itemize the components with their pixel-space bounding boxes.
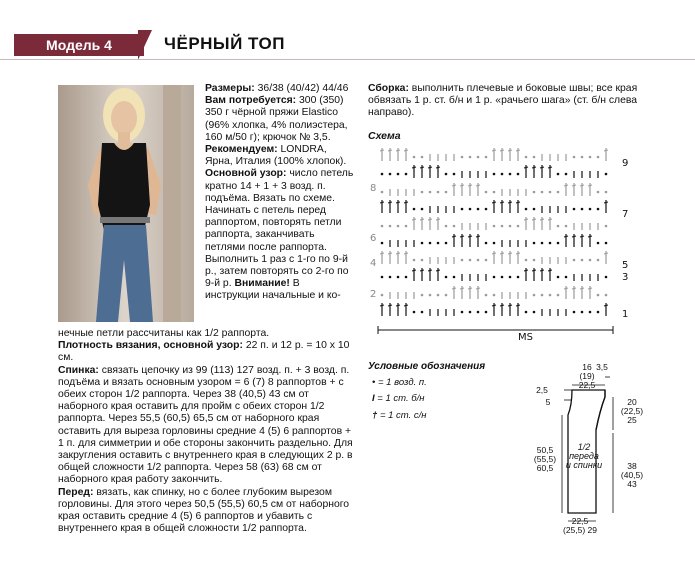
chart-chain: [413, 311, 416, 314]
chart-chain: [421, 259, 424, 262]
chart-chain: [501, 225, 504, 228]
schema-label: Схема: [368, 130, 401, 142]
row-label-9: 9: [622, 158, 629, 169]
header-divider: [0, 59, 695, 60]
main-pattern-value: число петель кратно 14 + 1 + 3 возд. п. подъёма. Вязать по схеме. Начинать с петель перед раппортом, повторять петли раппорта, заканчивать петлями после раппорта. Выполнить 1 раз с 1-го по 9-й р., затем повторять со 2-го по 9-й р.: [205, 168, 354, 290]
assembly-text-block: [368, 83, 678, 120]
chart-chain: [533, 191, 536, 194]
legend-title: Условные обозначения: [368, 361, 486, 372]
chart-chain: [405, 225, 408, 228]
chart-chain: [469, 156, 472, 159]
chart-chain: [549, 191, 552, 194]
chart-chain: [597, 208, 600, 211]
density-value: 22 п. и 12 р. = 10 х 10 см.: [58, 340, 350, 364]
chart-chain: [469, 208, 472, 211]
chart-chain: [533, 259, 536, 262]
chart-chain: [453, 225, 456, 228]
legend-item-sc: I = 1 ст. б/н: [372, 393, 425, 404]
chart-chain: [381, 242, 384, 245]
chart-chain: [405, 173, 408, 176]
chart-chain: [597, 191, 600, 194]
schematic-center-label: 1/2 переда и спинки: [565, 442, 603, 470]
chart-chain: [533, 311, 536, 314]
chart-chain: [445, 276, 448, 279]
chart-chain: [413, 259, 416, 262]
chart-chain: [445, 173, 448, 176]
model-label: Модель 4: [46, 37, 112, 53]
chart-chain: [445, 225, 448, 228]
chart-chain: [509, 276, 512, 279]
row-label-2: 2: [370, 289, 377, 300]
chart-chain: [549, 242, 552, 245]
chart-chain: [477, 208, 480, 211]
chart-chain: [421, 242, 424, 245]
main-pattern-label: Основной узор:: [205, 168, 287, 180]
chart-chain: [597, 156, 600, 159]
chart-chain: [413, 156, 416, 159]
instructions-text-block: [58, 328, 358, 535]
chart-chain: [517, 173, 520, 176]
chart-chain: [533, 294, 536, 297]
chart-chain: [381, 276, 384, 279]
chart-chain: [469, 311, 472, 314]
front-label: Перед:: [58, 486, 94, 498]
chart-chain: [381, 225, 384, 228]
ms-label: MS: [518, 332, 533, 343]
chart-chain: [557, 225, 560, 228]
chart-chain: [493, 242, 496, 245]
chart-chain: [429, 191, 432, 194]
sizes-value: 36/38 (40/42) 44/46: [254, 83, 349, 94]
chart-chain: [461, 208, 464, 211]
chart-chain: [509, 173, 512, 176]
chart-chain: [565, 173, 568, 176]
dim-side: 38 (40,5) 43: [620, 461, 644, 489]
row-label-8: 8: [370, 183, 377, 194]
chart-chain: [557, 294, 560, 297]
chart-chain: [477, 156, 480, 159]
dim-neck-drop: 2,5: [536, 385, 548, 395]
chart-chain: [525, 208, 528, 211]
chart-chain: [381, 173, 384, 176]
chart-chain: [389, 276, 392, 279]
chart-chain: [421, 208, 424, 211]
attention-label: Внимание!: [231, 278, 290, 290]
chart-chain: [557, 191, 560, 194]
chart-chain: [573, 208, 576, 211]
chart-chain: [597, 311, 600, 314]
chart-chain: [429, 294, 432, 297]
row-label-1: 1: [622, 309, 629, 320]
chart-chain: [437, 191, 440, 194]
chart-chain: [549, 294, 552, 297]
assembly-value: выполнить плечевые и боковые швы; все края обвязать 1 р. ст. б/н и 1 р. «рачьего шага» (ст. б/н слева направо).: [368, 83, 638, 119]
chart-chain: [557, 242, 560, 245]
garment-schematic: [530, 355, 690, 535]
row-label-3: 3: [622, 272, 629, 283]
chart-chain: [389, 173, 392, 176]
chart-chain: [477, 259, 480, 262]
chart-chain: [533, 242, 536, 245]
row-label-5: 5: [622, 260, 629, 271]
chart-chain: [421, 294, 424, 297]
chart-chain: [581, 156, 584, 159]
chart-chain: [445, 191, 448, 194]
chart-chain: [509, 225, 512, 228]
chart-chain: [445, 242, 448, 245]
chart-chain: [541, 294, 544, 297]
chart-symbols: [380, 148, 608, 316]
instructions-continuation: нечные петли рассчитаны как 1/2 раппорта.: [58, 328, 270, 339]
chart-chain: [573, 311, 576, 314]
dim-neck-drop2: 5: [545, 397, 551, 407]
chart-chain: [565, 276, 568, 279]
materials-value: 300 (350) 350 г чёрной пряжи Elastico (96% хлопка, 4% полиэстера, 160 м/50 г); крючок № 3,5.: [205, 95, 348, 143]
chart-chain: [397, 173, 400, 176]
attention-value: В инструкции начальные и ко-: [205, 278, 341, 302]
chart-chain: [381, 191, 384, 194]
sizes-label: Размеры:: [205, 83, 255, 94]
chart-chain: [493, 225, 496, 228]
chart-chain: [413, 208, 416, 211]
chart-chain: [445, 294, 448, 297]
chart-chain: [389, 225, 392, 228]
chart-chain: [573, 259, 576, 262]
chart-chain: [469, 259, 472, 262]
crochet-chart: [368, 144, 648, 344]
chart-chain: [421, 311, 424, 314]
chart-chain: [485, 259, 488, 262]
chart-chain: [493, 191, 496, 194]
row-label-4: 4: [370, 258, 377, 269]
chart-chain: [589, 311, 592, 314]
chart-chain: [405, 276, 408, 279]
chart-chain: [605, 173, 608, 176]
chart-chain: [485, 242, 488, 245]
chart-chain: [565, 225, 568, 228]
chart-chain: [437, 294, 440, 297]
chart-chain: [437, 242, 440, 245]
chart-chain: [485, 311, 488, 314]
chart-chain: [581, 208, 584, 211]
chart-chain: [597, 294, 600, 297]
front-value: вязать, как спинку, но с более глубоким вырезом горловины. Для этого через 50,5 (55,5) 60,5 см от наборного края оставить средние 4 (5) 6 раппортов и убавить с внутреннего края в общей сложности 1/2 раппорта.: [58, 486, 350, 535]
chart-chain: [517, 225, 520, 228]
chart-chain: [485, 156, 488, 159]
chart-chain: [453, 276, 456, 279]
chart-chain: [493, 294, 496, 297]
back-value: связать цепочку из 99 (113) 127 возд. п. + 3 возд. п. подъёма и вязать основным узором = 6 (7) 8 раппортов + с обеих сторон 1/2 раппорта. Через 38 (40,5) 43 см от наборного края оставить для пройм с обеих сторон 1/2 раппорта. Через 55,5 (60,5) 65,5 см от наборного края оставить для выреза горловины средние 4 (5) 6 раппортов + 1 п. для симметрии и обе стороны закончить раздельно. Для закругления оставить с внутреннего края в следующих 2 р. в общей сложности 1/2 раппорта. Через 58 (63) 68 см от наборного края работу закончить.: [58, 364, 353, 486]
chart-chain: [485, 294, 488, 297]
chart-chain: [573, 156, 576, 159]
row-label-7: 7: [622, 209, 629, 220]
chart-chain: [485, 208, 488, 211]
chart-chain: [605, 191, 608, 194]
chart-chain: [429, 242, 432, 245]
chart-chain: [589, 208, 592, 211]
chart-chain: [397, 276, 400, 279]
chart-chain: [421, 191, 424, 194]
chart-chain: [485, 191, 488, 194]
chart-chain: [421, 156, 424, 159]
chart-chain: [525, 156, 528, 159]
legend-item-chain: • = 1 возд. п.: [372, 377, 427, 388]
chart-chain: [461, 259, 464, 262]
row-label-6: 6: [370, 233, 377, 244]
dim-armhole: 20 (22,5) 25: [620, 397, 644, 425]
recommend-label: Рекомендуем:: [205, 144, 278, 156]
chart-chain: [589, 259, 592, 262]
chart-chain: [397, 225, 400, 228]
chart-chain: [461, 311, 464, 314]
back-label: Спинка:: [58, 364, 99, 376]
legend-item-dc: † = 1 ст. с/н: [372, 410, 427, 421]
chart-chain: [517, 276, 520, 279]
chart-chain: [533, 208, 536, 211]
dim-top-width: 16 (19) 22,5: [578, 362, 596, 390]
chart-chain: [525, 311, 528, 314]
chart-chain: [605, 225, 608, 228]
chart-chain: [525, 259, 528, 262]
chart-chain: [605, 276, 608, 279]
chart-chain: [381, 294, 384, 297]
chart-chain: [453, 173, 456, 176]
chart-chain: [493, 276, 496, 279]
chart-chain: [589, 156, 592, 159]
page-title: ЧЁРНЫЙ ТОП: [164, 34, 285, 53]
dim-total-height: 50,5 (55,5) 60,5: [533, 445, 557, 473]
chart-chain: [581, 259, 584, 262]
chart-chain: [605, 294, 608, 297]
chart-chain: [461, 156, 464, 159]
chart-chain: [557, 276, 560, 279]
density-label: Плотность вязания, основной узор:: [58, 340, 243, 352]
chart-chain: [541, 242, 544, 245]
chart-chain: [541, 191, 544, 194]
model-photo: [58, 85, 194, 322]
chart-chain: [597, 259, 600, 262]
dim-bottom: 22,5 (25,5) 29: [562, 516, 598, 535]
chart-chain: [605, 242, 608, 245]
chart-chain: [533, 156, 536, 159]
chart-chain: [477, 311, 480, 314]
chart-chain: [501, 173, 504, 176]
chart-chain: [581, 311, 584, 314]
dim-shoulder: 3,5: [596, 362, 608, 372]
chart-chain: [597, 242, 600, 245]
materials-label: Вам потребуется:: [205, 95, 297, 107]
recommend-value: LONDRA, Ярна, Италия (100% хлопок).: [205, 144, 347, 168]
chart-chain: [493, 173, 496, 176]
intro-text-block: [205, 83, 357, 303]
chart-chain: [501, 276, 504, 279]
assembly-label: Сборка:: [368, 83, 409, 94]
chart-chain: [557, 173, 560, 176]
